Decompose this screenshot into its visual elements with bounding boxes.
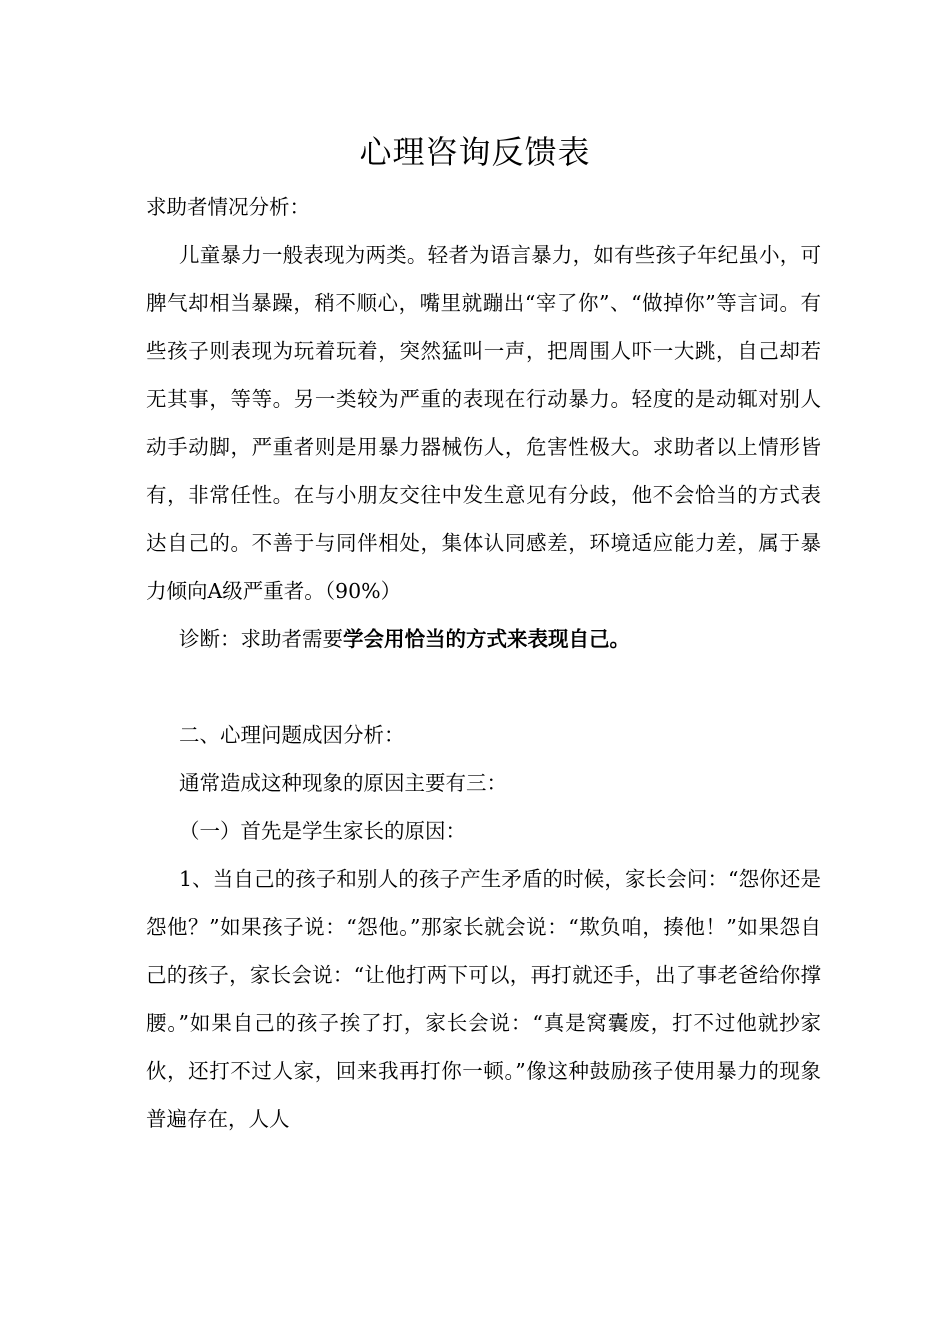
paragraph-child-violence-analysis: 儿童暴力一般表现为两类。轻者为语言暴力，如有些孩子年纪虽小，可脾气却相当暴躁，稍不顺心，嘴里就蹦出“宰了你”、“做掉你”等言词。有些孩子则表现为玩着玩着，突然猛叫一声，把周围人吓一大跳，自己却若无其事，等等。另一类较为严重的表现在行动暴力。轻度的是动辄对别人动手动脚，严重者则是用暴力器械伤人，危害性极大。求助者以上情形皆有，非常任性。在与小朋友交往中发生意见有分歧，他不会恰当的方式表达自己的。不善于与同伴相处，集体认同感差，环境适应能力差，属于暴力倾向A级严重者。（90%） — [146, 243, 821, 603]
diagnosis-line — [146, 615, 821, 663]
diagnosis-prefix: 诊断：求助者需要 — [179, 627, 343, 651]
section2-heading: 二、心理问题成因分析： — [179, 723, 405, 747]
paragraph-parent-cause: 1、当自己的孩子和别人的孩子产生矛盾的时候，家长会问：“怨你还是怨他？”如果孩子说：“怨他。”那家长就会说：“欺负咱，揍他！”如果怨自己的孩子，家长会说：“让他打两下可以，再打就还手，出了事老爸给你撑腰。”如果自己的孩子挨了打，家长会说：“真是窝囊废，打不过他就抄家伙，还打不过人家，回来我再打你一顿。”像这种鼓励孩子使用暴力的现象普遍存在，人人 — [146, 867, 821, 1131]
section2-intro: 通常造成这种现象的原因主要有三： — [179, 771, 507, 795]
section1-heading: 求助者情况分析： — [146, 195, 310, 219]
document-title: 心理咨询反馈表 — [359, 133, 591, 171]
document-body — [146, 183, 821, 1143]
subsection1-heading: （一）首先是学生家长的原因： — [179, 819, 466, 843]
diagnosis-emphasis: 学会用恰当的方式来表现自己。 — [343, 627, 630, 651]
blank-line — [146, 663, 821, 711]
